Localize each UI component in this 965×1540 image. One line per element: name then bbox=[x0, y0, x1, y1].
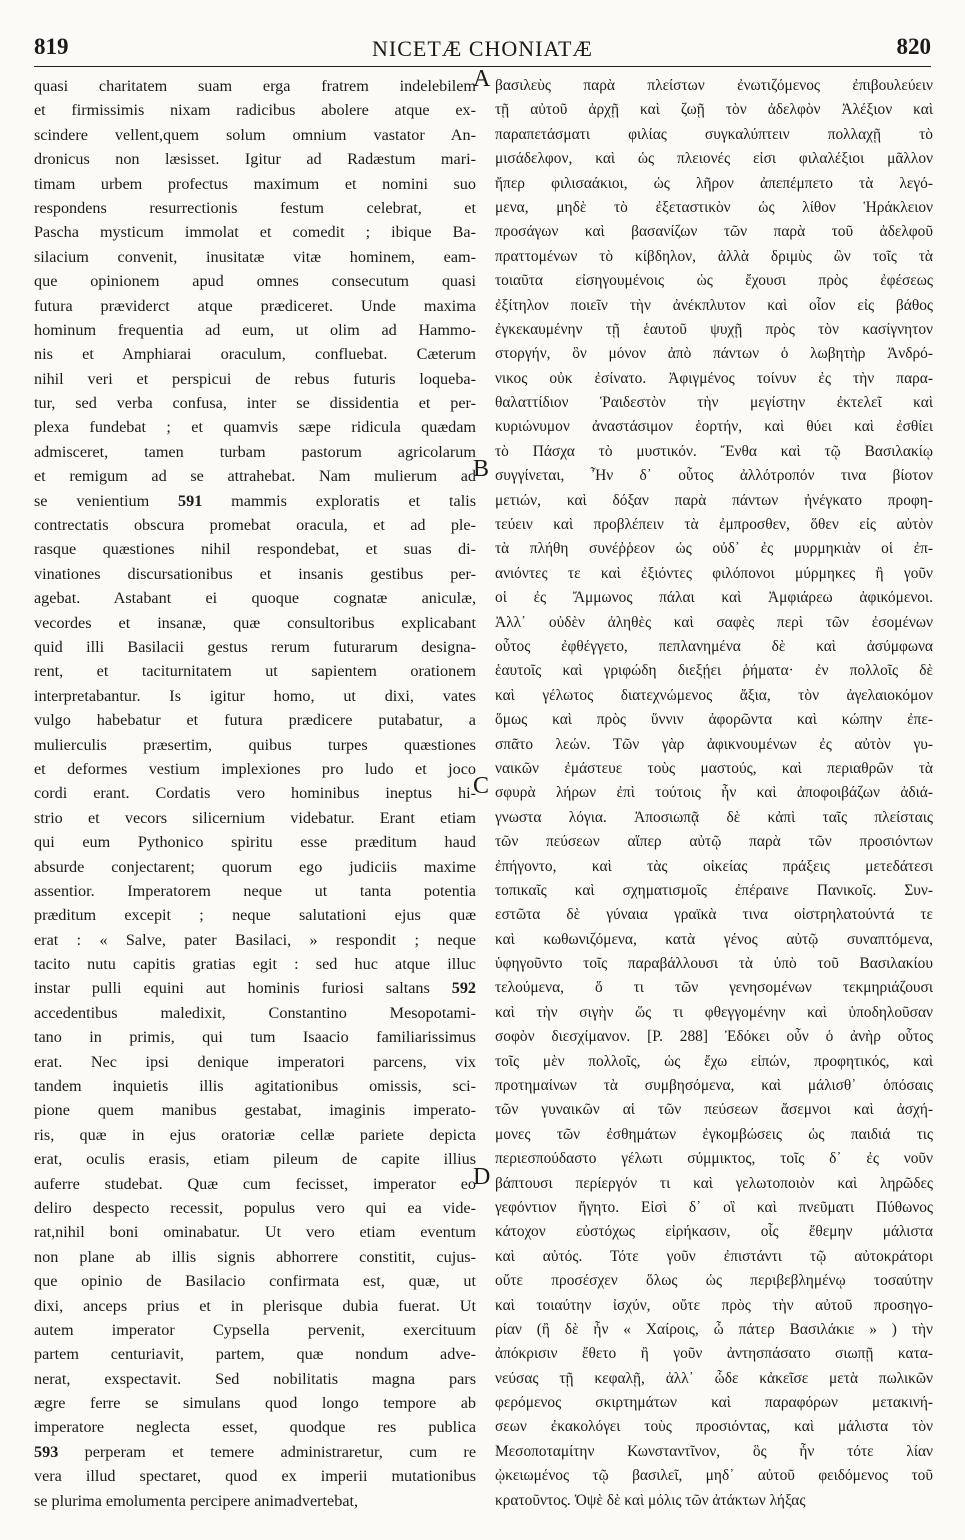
latin-text-line: tacito nutu capitis gratias egit : sed huc atque illuc bbox=[34, 955, 476, 974]
latin-text-line: et firmissimis nixam radicibus abolere atque ex- bbox=[34, 101, 476, 120]
greek-text-line: συγγίνεται, Ἦν δ᾽ οὗτος ἀλλότροπόν τινα βίοτον bbox=[495, 467, 933, 485]
page-number-right: 820 bbox=[896, 34, 931, 59]
column-reference-number: 591 bbox=[178, 491, 203, 510]
latin-text-line: strio et vecors silicernium videbatur. Erant etiam bbox=[34, 808, 476, 827]
greek-text-line: ἤπερ φιλισαάκιοι, ὡς λῆρον ἀπεπέμπετο τὰ λεγό- bbox=[495, 174, 933, 192]
greek-text-line: ὅμως καὶ πρὸς ὕννιν ἀφορῶντα καὶ κώπην ἐπε- bbox=[495, 711, 933, 729]
latin-text-line: rat,nihil boni ominabatur. Ut vero etiam eventum bbox=[34, 1223, 476, 1242]
latin-text-line: tandem inquietis illis agitationibus omissis, sci- bbox=[34, 1077, 476, 1096]
latin-text-line: quasi charitatem suam erga fratrem indelebilem bbox=[34, 77, 476, 95]
latin-text-line: futura præviderct atque prædiceret. Unde maxima bbox=[34, 296, 476, 315]
latin-text-line: tur, sed verba confusa, inter se dissidentia et per- bbox=[34, 394, 476, 413]
latin-text-line: et deformes vestium implexiones pro ludo et joco bbox=[34, 759, 476, 778]
latin-text-line: dronicus non læsisset. Igitur ad Radæstum mari- bbox=[34, 150, 476, 169]
latin-text-line: cordi erant. Cordatis vero hominibus ineptus hi- bbox=[34, 784, 476, 803]
greek-text-line: ὑφηγοῦντο τοῖς παραβάλλουσι τὰ ὑπὸ τοῦ Βασιλακίου bbox=[495, 955, 933, 973]
greek-text-line: καὶ τοιαύτην ἰσχύν, οὔτε πρὸς τὴν αὐτοῦ προσηγο- bbox=[495, 1296, 933, 1314]
greek-text-line: ἑαυτοῖς καὶ γριφώδη διεξῄει ῥήματα· ἐν πολλοῖς δὲ bbox=[495, 662, 933, 680]
greek-text-line: ἀπόκρισιν ἔθετο ἢ γοῦν ἀντησπάσατο σιωπῇ κατα- bbox=[495, 1345, 933, 1363]
running-header bbox=[34, 32, 931, 67]
greek-text-line: κάτοχον εὐστόχως εἰρήκασιν, οἷς ἔθεμην μάλιστα bbox=[495, 1223, 933, 1241]
greek-text-line: ἐγκεκαυμένην τῇ ἑαυτοῦ ψυχῇ πρὸς τὸν κασίγνητον bbox=[495, 320, 933, 338]
greek-text-line: προσάγων καὶ βασανίζων τῶν παρὰ τοῦ ἀδελφοῦ bbox=[495, 223, 933, 241]
latin-text-line: absurde conjectarent; quorum ego judiciis maxime bbox=[34, 857, 476, 876]
latin-text-line: ris, quæ in ejus oratoriæ cellæ pariete depicta bbox=[34, 1125, 476, 1144]
greek-text-line: περιεσπούδαστο γέλωτι σύμμικτος, τοῖς δ᾽ ἐς νοῦν bbox=[495, 1150, 933, 1168]
latin-text-line: qui eum Pythonico spiritu esse præditum haud bbox=[34, 833, 476, 852]
greek-text-line: βασιλεὺς παρὰ πλείστων ἐνωτιζόμενος ἐπιβουλεύειν bbox=[495, 77, 933, 94]
latin-text-line: admisceret, tamen turbam pastorum agricolarum bbox=[34, 442, 476, 461]
latin-text-line: et remigum ad se attrahebat. Nam mulierum ad bbox=[34, 467, 476, 486]
greek-text-line: καὶ κωθωνιζόμενα, κατὰ γένος αὐτῷ συναπτόμενα, bbox=[495, 930, 933, 948]
greek-text-line: νικος οὐκ ἐσίνατο. Ἀφιγμένος τοίνυν ἐς τὴν παρα- bbox=[495, 369, 933, 387]
greek-text-line: τῇ αὐτοῦ ἀρχῇ καὶ ζωῇ τὸν ἀδελφὸν Ἀλέξιον καὶ bbox=[495, 101, 933, 119]
greek-text-line: τὸ Πάσχα τὸ μυστικόν. Ἔνθα καὶ τῷ Βασιλακίῳ bbox=[495, 442, 933, 460]
greek-column bbox=[495, 74, 933, 1513]
greek-text-line: γνωστα λόγια. Ἀποσιωπᾷ δὲ κἀπὶ ταῖς πλείσταις bbox=[495, 808, 933, 826]
latin-text-line: non plane ab illis signis abhorrere constitit, cujus- bbox=[34, 1247, 476, 1266]
greek-text-line: καὶ γέλωτος διατεχνώμενος ἄξια, τὸν ἀγελαιοκόμον bbox=[495, 686, 933, 704]
greek-text-line: πραττομένων τὸ κίβδηλον, ἀλλὰ δριμὺς ὢν τοῖς τὰ bbox=[495, 247, 933, 265]
latin-text-line: pione quem manibus gestabat, imaginis imperato- bbox=[34, 1101, 476, 1120]
latin-text-line: autem imperator Cypsella pervenit, exercituum bbox=[34, 1320, 476, 1339]
latin-text-line: vinationes discursationibus et insanis gestibus per- bbox=[34, 564, 476, 583]
latin-text-line: accedentibus maledixit, Constantino Mesopotami- bbox=[34, 1003, 476, 1022]
latin-text-line: nis et Amphiarai oraculum, confluebat. Cæterum bbox=[34, 345, 476, 364]
greek-text-line: Μεσοποταμίτην Κωνσταντῖνον, ὃς ἦν τότε λίαν bbox=[495, 1442, 933, 1460]
latin-text-line: instar pulli equini aut hominis furiosi saltans 592 bbox=[34, 979, 476, 998]
latin-text-line: erat : « Salve, pater Basilaci, » respondit ; neque bbox=[34, 930, 476, 949]
latin-text-line: contrectatis obscura promebat oracula, et ad ple- bbox=[34, 516, 476, 535]
latin-text-line: 593 perperam et temere administraretur, cum re bbox=[34, 1442, 476, 1461]
greek-text-line: τῶν γυναικῶν αἱ τῶν πεύσεων ἄσεμνοι καὶ ἀσχή- bbox=[495, 1101, 933, 1119]
greek-text-line: εστῶτα δὲ γύναια γραϊκὰ τινα οἰστρηλατούντά τε bbox=[495, 906, 933, 924]
running-title: NICETÆ CHONIATÆ bbox=[372, 36, 593, 61]
greek-text-line: στοργήν, ὃν μόνον ἀπὸ πάντων ὁ λωβητὴρ Ἀνδρό- bbox=[495, 345, 933, 363]
greek-text-line: μισάδελφον, καὶ ὡς πλειονές εἰσι φιλαλέξιοι μᾶλλον bbox=[495, 150, 933, 168]
latin-text-line: Pascha mysticum immolat et comedit ; ibique Ba- bbox=[34, 223, 476, 242]
greek-text-line: σοφὸν διεσχίμανον. [P. 288] Ἐδόκει οὖν ὁ ἀνὴρ οὗτος bbox=[495, 1028, 933, 1046]
greek-text-line: ρίαν (ἢ δὲ ἦν « Χαίροις, ὦ πάτερ Βασιλάκιε » ) τὴν bbox=[495, 1320, 933, 1338]
latin-text-line: hominum frequentia ad eum, ut olim ad Hammo- bbox=[34, 320, 476, 339]
greek-text-line: φερόμενος σκιρτημάτων καὶ παραφόρων μετακινή- bbox=[495, 1394, 933, 1412]
greek-text-line: οὔτε προσέσχεν ὅλως ὡς περιβεβλημένῳ τοσαύτην bbox=[495, 1272, 933, 1290]
greek-text-line: σεων ἐκακολόγει τοὺς προσιόντας, καὶ μάλιστα τὸν bbox=[495, 1418, 933, 1436]
greek-text-line: οὗτος ἐφθέγγετο, πεπλανημένα δὲ καὶ ἀσύμφωνα bbox=[495, 637, 933, 655]
latin-text-line: nerat, exspectavit. Sed nobilitatis magna pars bbox=[34, 1369, 476, 1388]
greek-text-line: παραπετάσματι φιλίας συγκαλύπτειν πολλαχῇ τὸ bbox=[495, 125, 933, 143]
section-marker-a: A bbox=[473, 66, 491, 92]
greek-text-line: προτημαίνων τὰ συμβησόμενα, καὶ μάλισθ᾽ ὁπόσαις bbox=[495, 1077, 933, 1095]
latin-text-line: vecordes et insanæ, quæ consultoribus explicabant bbox=[34, 613, 476, 632]
latin-text-line: assentior. Imperatorem neque ut tanta potentia bbox=[34, 881, 476, 900]
latin-text-line: que opinionem apud omnes consecutum quasi bbox=[34, 272, 476, 291]
latin-text-line: vera illud spectaret, quod ex imperii mutationibus bbox=[34, 1467, 476, 1486]
latin-text-line: quid illi Basilacii gestus rerum futurarum designa- bbox=[34, 637, 476, 656]
latin-text-line: timam urbem profectus maximum et nomini suo bbox=[34, 174, 476, 193]
latin-text-line: respondens resurrectionis festum celebrat, et bbox=[34, 198, 476, 217]
greek-text-line: θαλαττίδιον Ῥαιδεστὸν τὴν μεγίστην ἐκτελεῖ καὶ bbox=[495, 394, 933, 412]
greek-text-line: τεύειν καὶ προβλέπειν τὰ ἐμπροσθεν, ὅθεν εἰς αὐτὸν bbox=[495, 516, 933, 534]
latin-text-line: agebat. Astabant ei quoque cognatæ aniculæ, bbox=[34, 589, 476, 608]
greek-text-line: τοιαῦτα εἰσηγουμένοις ὡς ἔχουσι πρὸς ἐφέσεως bbox=[495, 272, 933, 290]
latin-column bbox=[34, 74, 476, 1513]
latin-text-line: rent, et taciturnitatem ut sapientem orationem bbox=[34, 662, 476, 681]
latin-text-line: scindere vellent,quem solum omnium vastator An- bbox=[34, 125, 476, 144]
greek-text-line: ἐπήγοντο, καὶ τὰς οἰκείας πράξεις μετεδάτεσι bbox=[495, 857, 933, 875]
latin-text-line: vulgo habebatur et futura prædicere putabatur, a bbox=[34, 711, 476, 730]
latin-text-line: erat. Nec ipsi denique imperatori parcens, vix bbox=[34, 1052, 476, 1071]
greek-text-line: μενα, μηδὲ τὸ ἐξεταστικὸν ὡς λίθον Ἡράκλειον bbox=[495, 198, 933, 216]
greek-text-line: καὶ τὴν σιγὴν ὥς τι φθεγγομένην καὶ ὑποδηλοῦσαν bbox=[495, 1003, 933, 1021]
greek-text-line: σπᾶτο λεών. Τῶν γὰρ ἀφικνουμένων ἐς αὐτὸν γυ- bbox=[495, 735, 933, 753]
latin-text-line: silacium convenit, inusitatæ vitæ hominem, eam- bbox=[34, 247, 476, 266]
column-reference-number: 593 bbox=[34, 1442, 59, 1461]
latin-text-line: que opinio de Basilacio confirmata est, quæ, ut bbox=[34, 1272, 476, 1291]
latin-text-line: interpretabantur. Is igitur homo, ut dixi, vates bbox=[34, 686, 476, 705]
greek-text-line: νεύσας τῇ κεφαλῇ, ἀλλ᾽ ὧδε κἀκεῖσε μετὰ πωλικῶν bbox=[495, 1369, 933, 1387]
greek-text-line: καὶ αὐτός. Τότε γοῦν ἐπιστάντι τῷ αὐτοκράτορι bbox=[495, 1247, 933, 1265]
latin-text-line: se plurima emolumenta percipere animadvertebat, bbox=[34, 1491, 359, 1510]
latin-text-line: rasque quæstiones nihil respondebat, et suas di- bbox=[34, 540, 476, 559]
greek-text-line: βάπτουσι περίεργόν τι καὶ γελωτοποιὸν καὶ ληρῶδες bbox=[495, 1174, 933, 1192]
greek-text-line: κυριώνυμον ἀναστάσιμον ἑορτήν, καὶ θύει καὶ ἐσθίει bbox=[495, 418, 933, 436]
section-marker-b: B bbox=[473, 456, 490, 482]
column-reference-number: 592 bbox=[451, 979, 476, 998]
latin-text-line: mulierculis præsertim, quibus turpes quæstiones bbox=[34, 735, 476, 754]
section-marker-c: C bbox=[473, 773, 490, 799]
section-marker-d: D bbox=[473, 1164, 491, 1190]
greek-text-line: μετιών, καὶ δόξαν παρὰ πάντων ἠνέγκατο προφη- bbox=[495, 491, 933, 509]
greek-text-line: γεφόντιον ἤγητο. Εἰσὶ δ᾽ οἳ καὶ πνεῦματι Πύθωνος bbox=[495, 1198, 933, 1216]
latin-text-line: præditum excepit ; neque salutationi ejus quæ bbox=[34, 906, 476, 925]
greek-text-line: τὰ πλήθη συνέῤῥεον ὡς οὐδ᾽ ἐς μυρμηκιὰν οἱ ἐπ- bbox=[495, 540, 933, 558]
greek-text-line: μονες τῶν ἐσθημάτων ἐγκομβώσεις ὡς παιδιά τις bbox=[495, 1125, 933, 1143]
latin-text-line: nihil veri et perspicui de rebus futuris loqueba- bbox=[34, 369, 476, 388]
greek-text-line: τοῖς μὲν πολλοῖς, ὡς ἔχω εἰπών, προφητικός, καὶ bbox=[495, 1052, 933, 1070]
greek-text-line: κρατοῦντος. Ὀψὲ δὲ καὶ μόλις τῶν ἀτάκτων λήξας bbox=[495, 1491, 806, 1509]
latin-text-line: erat, oculis erasis, etiam pileum de capite illius bbox=[34, 1150, 476, 1169]
greek-text-line: τοπικαῖς καὶ σχηματισμοῖς ἐπέραινε Πανικοῖς. Συν- bbox=[495, 881, 933, 899]
greek-text-line: τελούμενα, ὅ τι τῶν γενησομένων τεκμηριάζουσι bbox=[495, 979, 933, 997]
latin-text-line: auferre studebat. Quæ cum fecisset, imperator eo bbox=[34, 1174, 476, 1193]
latin-text-line: deliro despecto recessit, populus vero qui ea vide- bbox=[34, 1198, 476, 1217]
page-number-left: 819 bbox=[34, 34, 69, 59]
latin-text-line: se venientium 591 mammis exploratis et talis bbox=[34, 491, 476, 510]
greek-text-line: Ἀλλ᾽ οὐδὲν ἀληθὲς καὶ σαφὲς περὶ τῶν ἐσομένων bbox=[495, 613, 933, 631]
greek-text-line: οἱ ἐς Ἄμμωνος πάλαι καὶ Ἀμφιάρεω ἀφικόμενοι. bbox=[495, 589, 933, 607]
latin-text-line: imperatore neglecta esset, quodque res publica bbox=[34, 1418, 476, 1437]
greek-text-line: ναικῶν ἐμάστευε τοὺς μαστούς, καὶ περιαθρῶν τὰ bbox=[495, 759, 933, 777]
greek-text-line: ἐξίτηλον ποιεῖν τὴν ἀνέκπλυτον καὶ οἷον εἰς βάθος bbox=[495, 296, 933, 314]
latin-text-line: tano in primis, qui tum Isaacio familiarissimus bbox=[34, 1028, 476, 1047]
greek-text-line: ᾠκειωμένος τῷ βασιλεῖ, μηδ᾽ αὐτοῦ φειδόμενος τοῦ bbox=[495, 1467, 933, 1485]
latin-text-line: dixi, anceps prius et in plerisque dubia fuerat. Ut bbox=[34, 1296, 476, 1315]
latin-text-line: plexa fundebat ; et quamvis sæpe ridicula quædam bbox=[34, 418, 476, 437]
greek-text-line: τῶν πεύσεων αἵπερ αὐτῷ παρὰ τῶν προσιόντων bbox=[495, 833, 933, 851]
latin-text-line: ægre ferre se simulans quod longo tempore ab bbox=[34, 1394, 476, 1413]
greek-text-line: σφυρὰ λήρων ἐπὶ τούτοις ἦν καὶ ἀποφοιβάζων ἀδιά- bbox=[495, 784, 933, 802]
greek-text-line: ανιόντες τε καὶ ἐξιόντες φιλόπονοι μύρμηκες ἢ γοῦν bbox=[495, 564, 933, 582]
latin-text-line: partem centuriavit, partem, quæ nondum adve- bbox=[34, 1345, 476, 1364]
